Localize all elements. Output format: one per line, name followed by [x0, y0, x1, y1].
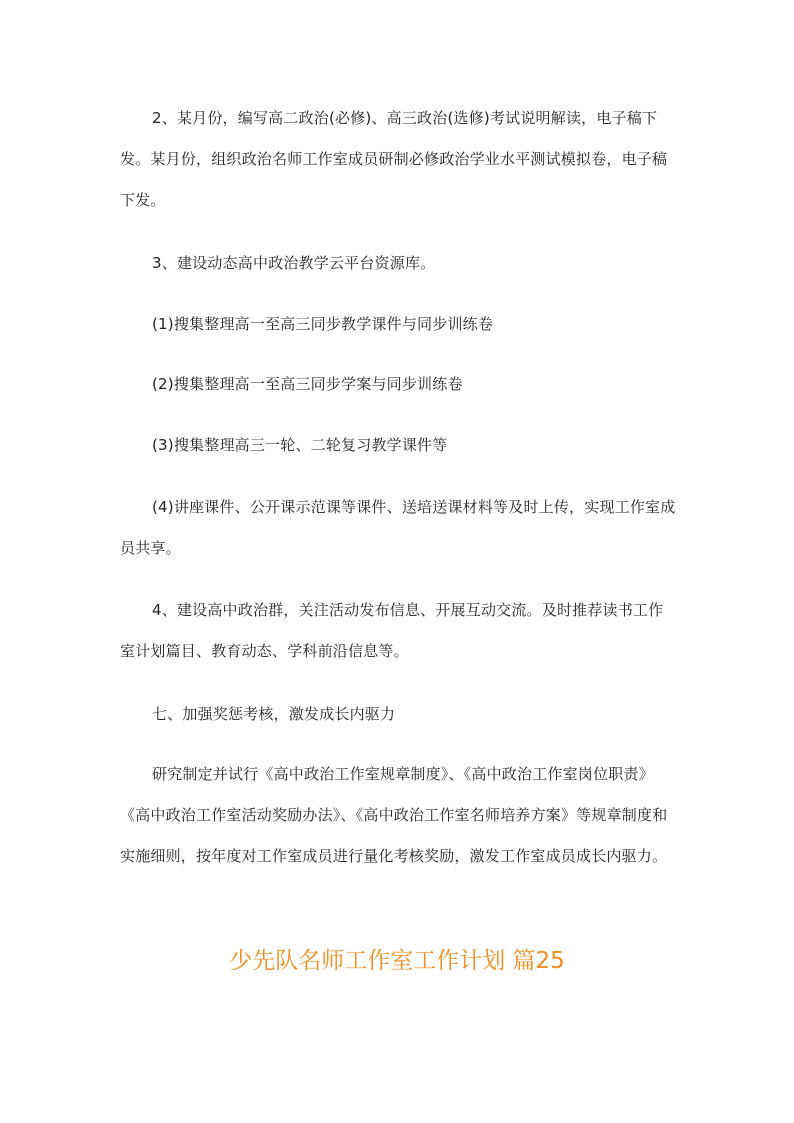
paragraph-rules: 研究制定并试行《高中政治工作室规章制度》、《高中政治工作室岗位职责》《高中政治工作室活动奖励办法》、《高中政治工作室名师培养方案》等规章制度和实施细则，按年度对工作室成员进行量化考核奖励，激发工作室成员成长内驱力。 — [120, 765, 668, 865]
next-article-heading: 少先队名师工作室工作计划 篇25 — [229, 948, 565, 974]
paragraph-subitem-3: (3)搜集整理高三一轮、二轮复习教学课件等 — [152, 436, 448, 454]
paragraph-item-4: 4、建设高中政治群，关注活动发布信息、开展互动交流。及时推荐读书工作室计划篇目、教育动态、学科前沿信息等。 — [120, 601, 664, 660]
paragraph-subitem-2: (2)搜集整理高一至高三同步学案与同步训练卷 — [152, 375, 463, 393]
section-heading-seven: 七、加强奖惩考核，激发成长内驱力 — [152, 705, 396, 723]
paragraph-subitem-4: (4)讲座课件、公开课示范课等课件、送培送课材料等及时上传，实现工作室成员共享。 — [120, 498, 676, 557]
paragraph-subitem-1: (1)搜集整理高一至高三同步教学课件与同步训练卷 — [152, 315, 494, 333]
paragraph-item-2: 2、某月份，编写高二政治(必修)、高三政治(选修)考试说明解读，电子稿下发。某月份，组织政治名师工作室成员研制必修政治学业水平测试模拟卷，电子稿下发。 — [120, 109, 668, 209]
paragraph-item-3: 3、建设动态高中政治教学云平台资源库。 — [152, 254, 436, 272]
